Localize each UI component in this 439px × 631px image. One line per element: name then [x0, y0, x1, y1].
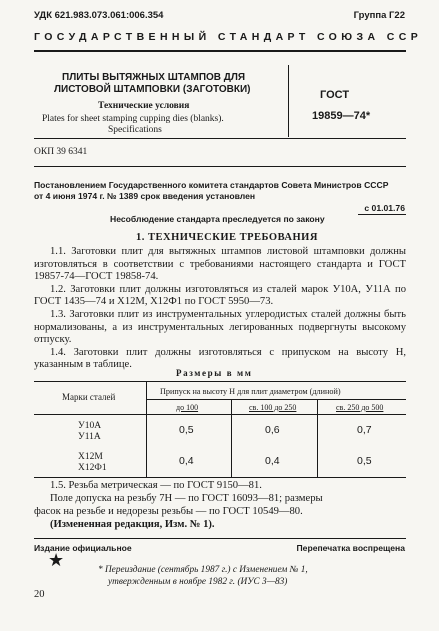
table-cell: 0,5 — [179, 424, 194, 436]
paragraph-1-5: 1.5. Резьба метрическая — по ГОСТ 9150—81. — [50, 480, 262, 491]
table-cell: 0,5 — [357, 455, 372, 467]
table-grade: У11А — [78, 432, 101, 442]
table-col-divider-2 — [317, 399, 318, 477]
section-title: 1. ТЕХНИЧЕСКИЕ ТРЕБОВАНИЯ — [136, 232, 318, 243]
gost-label: ГОСТ — [320, 89, 350, 101]
decree-date: с 01.01.76 — [364, 203, 405, 213]
okp-code: ОКП 39 6341 — [34, 147, 88, 157]
table-grade: У10А — [78, 421, 102, 431]
tolerance-line-2: фасок на резьбе и недорезы резьбы — по ГОСТ 10549—80. — [34, 506, 303, 517]
table-cell: 0,7 — [357, 424, 372, 436]
reprint-note-line-1: * Переиздание (сентябрь 1987 г.) с Изменением № 1, — [98, 565, 308, 575]
table-top-rule — [34, 381, 406, 382]
reprint-note-line-2: утвержденным в ноябре 1982 г. (ИУС 3—83) — [108, 577, 288, 587]
udc-code: УДК 621.983.073.061:006.354 — [34, 10, 164, 21]
table-bottom-rule — [34, 477, 406, 478]
okp-rule — [34, 166, 406, 167]
table-subheader-1: св. 100 до 250 — [249, 403, 297, 412]
title-line-1: ПЛИТЫ ВЫТЯЖНЫХ ШТАМПОВ ДЛЯ — [62, 72, 246, 83]
title-english-line-2: Specifications — [108, 125, 162, 135]
official-edition: Издание официальное — [34, 543, 132, 553]
amendment-note: (Измененная редакция, Изм. № 1). — [50, 519, 215, 530]
table-subheader-rule — [146, 399, 406, 400]
title-rule — [34, 138, 406, 139]
paragraph-1-1: 1.1. Заготовки плит для вытяжных штампов листовой штамповки должны изготовляться в соответствии с требованиями настоящего стандарта и ГОСТ 19857-74—ГОСТ 19858-74. — [34, 246, 406, 283]
table-header-allowance: Припуск на высоту H для плит диаметром (длиной) — [160, 387, 341, 396]
page-number: 20 — [34, 589, 45, 600]
table-cell: 0,4 — [179, 455, 194, 467]
body-text — [34, 246, 406, 372]
tolerance-line-1: Поле допуска на резьбу 7H — по ГОСТ 16093—81; размеры — [50, 493, 323, 504]
title-english-line-1: Plates for sheet stamping cupping dies (blanks). — [42, 114, 224, 124]
paragraph-1-4: 1.4. Заготовки плит должны изготовляться с припуском на высоту H, указанным в таблице. — [34, 346, 406, 371]
date-underline — [358, 214, 406, 215]
decree-line-2: от 4 июня 1974 г. № 1389 срок введения установлен — [34, 191, 256, 201]
star-icon: ★ — [48, 550, 65, 570]
gost-number: 19859—74* — [312, 110, 371, 122]
group-code: Группа Г22 — [353, 10, 405, 21]
table-header-grade: Марки сталей — [62, 392, 116, 402]
table-header-rule — [34, 414, 406, 415]
standard-banner: ГОСУДАРСТВЕННЫЙ СТАНДАРТ СОЮЗА ССР — [34, 31, 423, 43]
table-grade: Х12М — [78, 452, 103, 462]
table-units: Размеры в мм — [176, 368, 253, 378]
paragraph-1-3: 1.3. Заготовки плит из инструментальных углеродистых сталей должны быть нормализованы, а из инструментальных легированных подвергнуты высокому отпуску. — [34, 308, 406, 346]
footer-rule — [34, 538, 406, 539]
title-subtitle: Технические условия — [98, 101, 190, 111]
paragraph-1-2: 1.2. Заготовки плит должны изготовляться из сталей марок У10А, У11А по ГОСТ 1435—74 и Х12М, Х12Ф1 по ГОСТ 5950—73. — [34, 283, 406, 308]
law-warning: Несоблюдение стандарта преследуется по закону — [110, 214, 325, 224]
decree-line-1: Постановлением Государственного комитета стандартов Совета Министров СССР — [34, 180, 389, 190]
table-cell: 0,4 — [265, 455, 280, 467]
table-subheader-0: до 100 — [176, 403, 199, 412]
table-cell: 0,6 — [265, 424, 280, 436]
header-rule — [34, 50, 406, 52]
title-divider — [288, 65, 289, 137]
title-line-2: ЛИСТОВОЙ ШТАМПОВКИ (ЗАГОТОВКИ) — [54, 84, 251, 95]
table-subheader-2: св. 250 до 500 — [336, 403, 384, 412]
table-grade-divider — [146, 381, 147, 477]
table-grade: Х12Ф1 — [78, 463, 107, 473]
table-col-divider-1 — [231, 399, 232, 477]
reprint-prohibited: Перепечатка воспрещена — [296, 543, 405, 553]
